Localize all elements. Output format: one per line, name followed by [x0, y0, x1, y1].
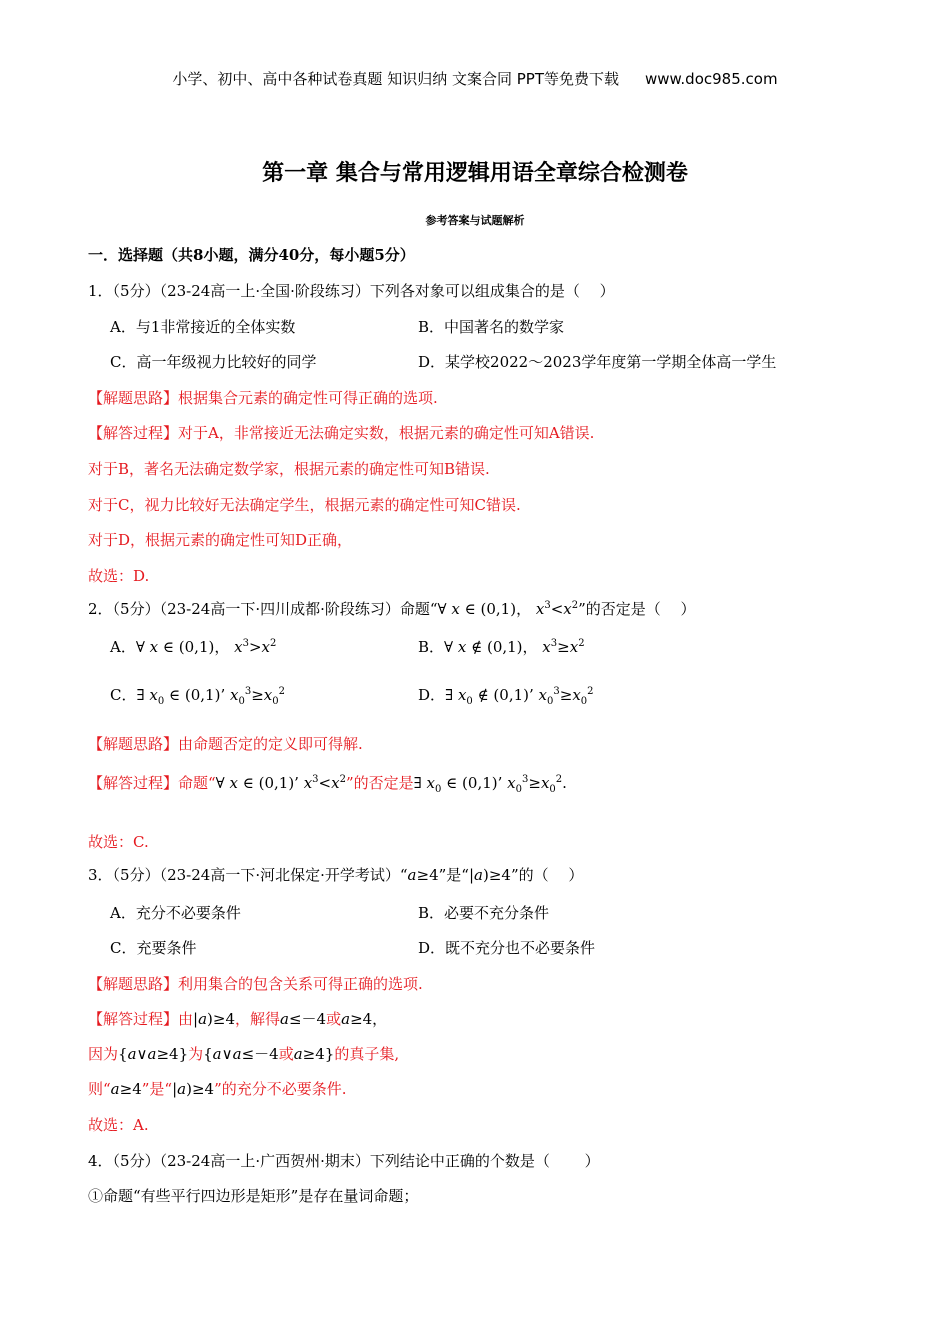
q3-stem [88, 864, 583, 885]
page-header [0, 68, 950, 89]
q2-stem [88, 598, 696, 619]
q3-process-3-pre: 则“ [88, 1080, 111, 1098]
doc-subtitle: 参考答案与试题解析 [425, 214, 525, 227]
q3-stem-formula-2: |a)≥4 [468, 866, 511, 884]
q3-process-3-formula-1: a≥4 [110, 1080, 142, 1098]
q2-option-a [110, 636, 276, 657]
q1-answer: 故选：D. [88, 567, 150, 585]
q2-option-d-formula: ∃ $x_0$ ∉ (0,1)’ $x_0^3\ge x_0^2$ [445, 686, 594, 707]
q2-stem-formula: ∀ x ∈ (0,1)， $x^3<x^2$ [437, 600, 579, 618]
q2-process-formula-2: ∃ $x_0$ ∈ (0,1)’ $x_0^3\ge x_0^2$. [413, 774, 567, 795]
q3-answer: 故选：A. [88, 1116, 149, 1134]
q2-process-pre: 【解答过程】命题“ [88, 774, 216, 792]
header-site[interactable]: www.doc985.com [644, 70, 778, 88]
q2-process-formula-1: ∀ x ∈ (0,1)’ $x^3<x^2$ [215, 774, 346, 792]
q2-stem-pre: 2．（5分）（23-24高一下·四川成都·阶段练习）命题“ [88, 600, 438, 618]
q2-option-c-label: C． [110, 686, 137, 704]
q4-item-1: ①命题“有些平行四边形是矩形”是存在量词命题； [88, 1187, 419, 1205]
header-text: 小学、初中、高中各种试卷真题 知识归纳 文案合同 PPT等免费下载 [172, 70, 619, 88]
q3-option-a: A．充分不必要条件 [110, 904, 241, 922]
q2-option-c-formula: ∃ $x_0$ ∈ (0,1)’ $x_0^3\ge x_0^2$ [136, 686, 285, 707]
q3-option-c: C．充要条件 [110, 939, 197, 957]
q3-process-3-formula-2: |a)≥4 [172, 1080, 215, 1098]
q1-option-a: A．与1非常接近的全体实数 [110, 318, 296, 336]
q2-option-c [110, 684, 285, 705]
q2-option-b [418, 636, 585, 657]
q1-option-b: B．中国著名的数学家 [418, 318, 565, 336]
q3-stem-pre: 3．（5分）（23-24高一下·河北保定·开学考试）“ [88, 866, 408, 884]
q2-process-mid: ”的否定是 [345, 774, 414, 792]
q3-process-2 [88, 1043, 399, 1064]
q4-stem: 4．（5分）（23-24高一上·广西贺州·期末）下列结论中正确的个数是（ ） [88, 1152, 600, 1170]
q2-option-d-label: D． [418, 686, 446, 704]
doc-title: 第一章 集合与常用逻辑用语全章综合检测卷 [262, 161, 688, 186]
q1-process-2: 对于B，著名无法确定数学家，根据元素的确定性可知B错误. [88, 460, 490, 478]
q3-process-3-post: ”的充分不必要条件. [214, 1080, 347, 1098]
section-heading: 一．选择题（共8小题，满分40分，每小题5分） [88, 246, 415, 264]
q3-process-1 [88, 1008, 387, 1029]
q2-idea: 【解题思路】由命题否定的定义即可得解. [88, 735, 363, 753]
q3-process-1-mid: ，解得 [235, 1010, 281, 1028]
q2-process [88, 772, 567, 793]
q1-option-d: D．某学校2022～2023学年度第一学期全体高一学生 [418, 353, 777, 371]
q3-process-2-post: 的真子集, [334, 1045, 400, 1063]
q2-option-b-label: B． [418, 638, 445, 656]
q3-process-3-mid: ”是“ [141, 1080, 173, 1098]
q3-process-1-formula-2: a≤－4 [280, 1010, 327, 1028]
q3-stem-formula-1: a≥4 [407, 866, 439, 884]
q3-process-2-mid: 为 [188, 1045, 204, 1063]
q3-process-1-pre: 【解答过程】由 [88, 1010, 194, 1028]
q1-option-c: C．高一年级视力比较好的同学 [110, 353, 317, 371]
q3-process-1-formula-1: |a)≥4 [193, 1010, 235, 1028]
q1-process-3: 对于C，视力比较好无法确定学生，根据元素的确定性可知C错误. [88, 496, 521, 514]
q3-process-1-formula-3: a≥4， [341, 1010, 388, 1028]
q3-process-3 [88, 1078, 347, 1099]
q3-process-2-pre: 因为 [88, 1045, 119, 1063]
q2-option-a-label: A． [110, 638, 136, 656]
q2-option-b-formula: ∀ x ∉ (0,1)， $x^3\ge x^2$ [444, 638, 585, 656]
q3-stem-post: ”的（ ） [510, 866, 584, 884]
q3-idea: 【解题思路】利用集合的包含关系可得正确的选项. [88, 975, 423, 993]
q3-process-2-formula-2: {a∨a≤－4或a≥4} [203, 1045, 335, 1063]
q2-answer: 故选：C. [88, 833, 149, 851]
q2-stem-post: ”的否定是（ ） [578, 600, 696, 618]
q3-process-2-formula-1: {a∨a≥4} [118, 1045, 189, 1063]
q3-option-d: D．既不充分也不必要条件 [418, 939, 596, 957]
q1-process-1: 【解答过程】对于A，非常接近无法确定实数，根据元素的确定性可知A错误. [88, 424, 595, 442]
q3-process-1-or: 或 [326, 1010, 342, 1028]
q2-option-d [418, 684, 594, 705]
q2-option-a-formula: ∀ x ∈ (0,1)， $x^3>x^2$ [135, 638, 277, 656]
q3-option-b: B．必要不充分条件 [418, 904, 550, 922]
q3-stem-mid: ”是“ [438, 866, 469, 884]
q1-process-4: 对于D，根据元素的确定性可知D正确， [88, 531, 353, 549]
q1-idea: 【解题思路】根据集合元素的确定性可得正确的选项. [88, 389, 438, 407]
q1-stem: 1．（5分）（23-24高一上·全国·阶段练习）下列各对象可以组成集合的是（ ） [88, 282, 615, 300]
